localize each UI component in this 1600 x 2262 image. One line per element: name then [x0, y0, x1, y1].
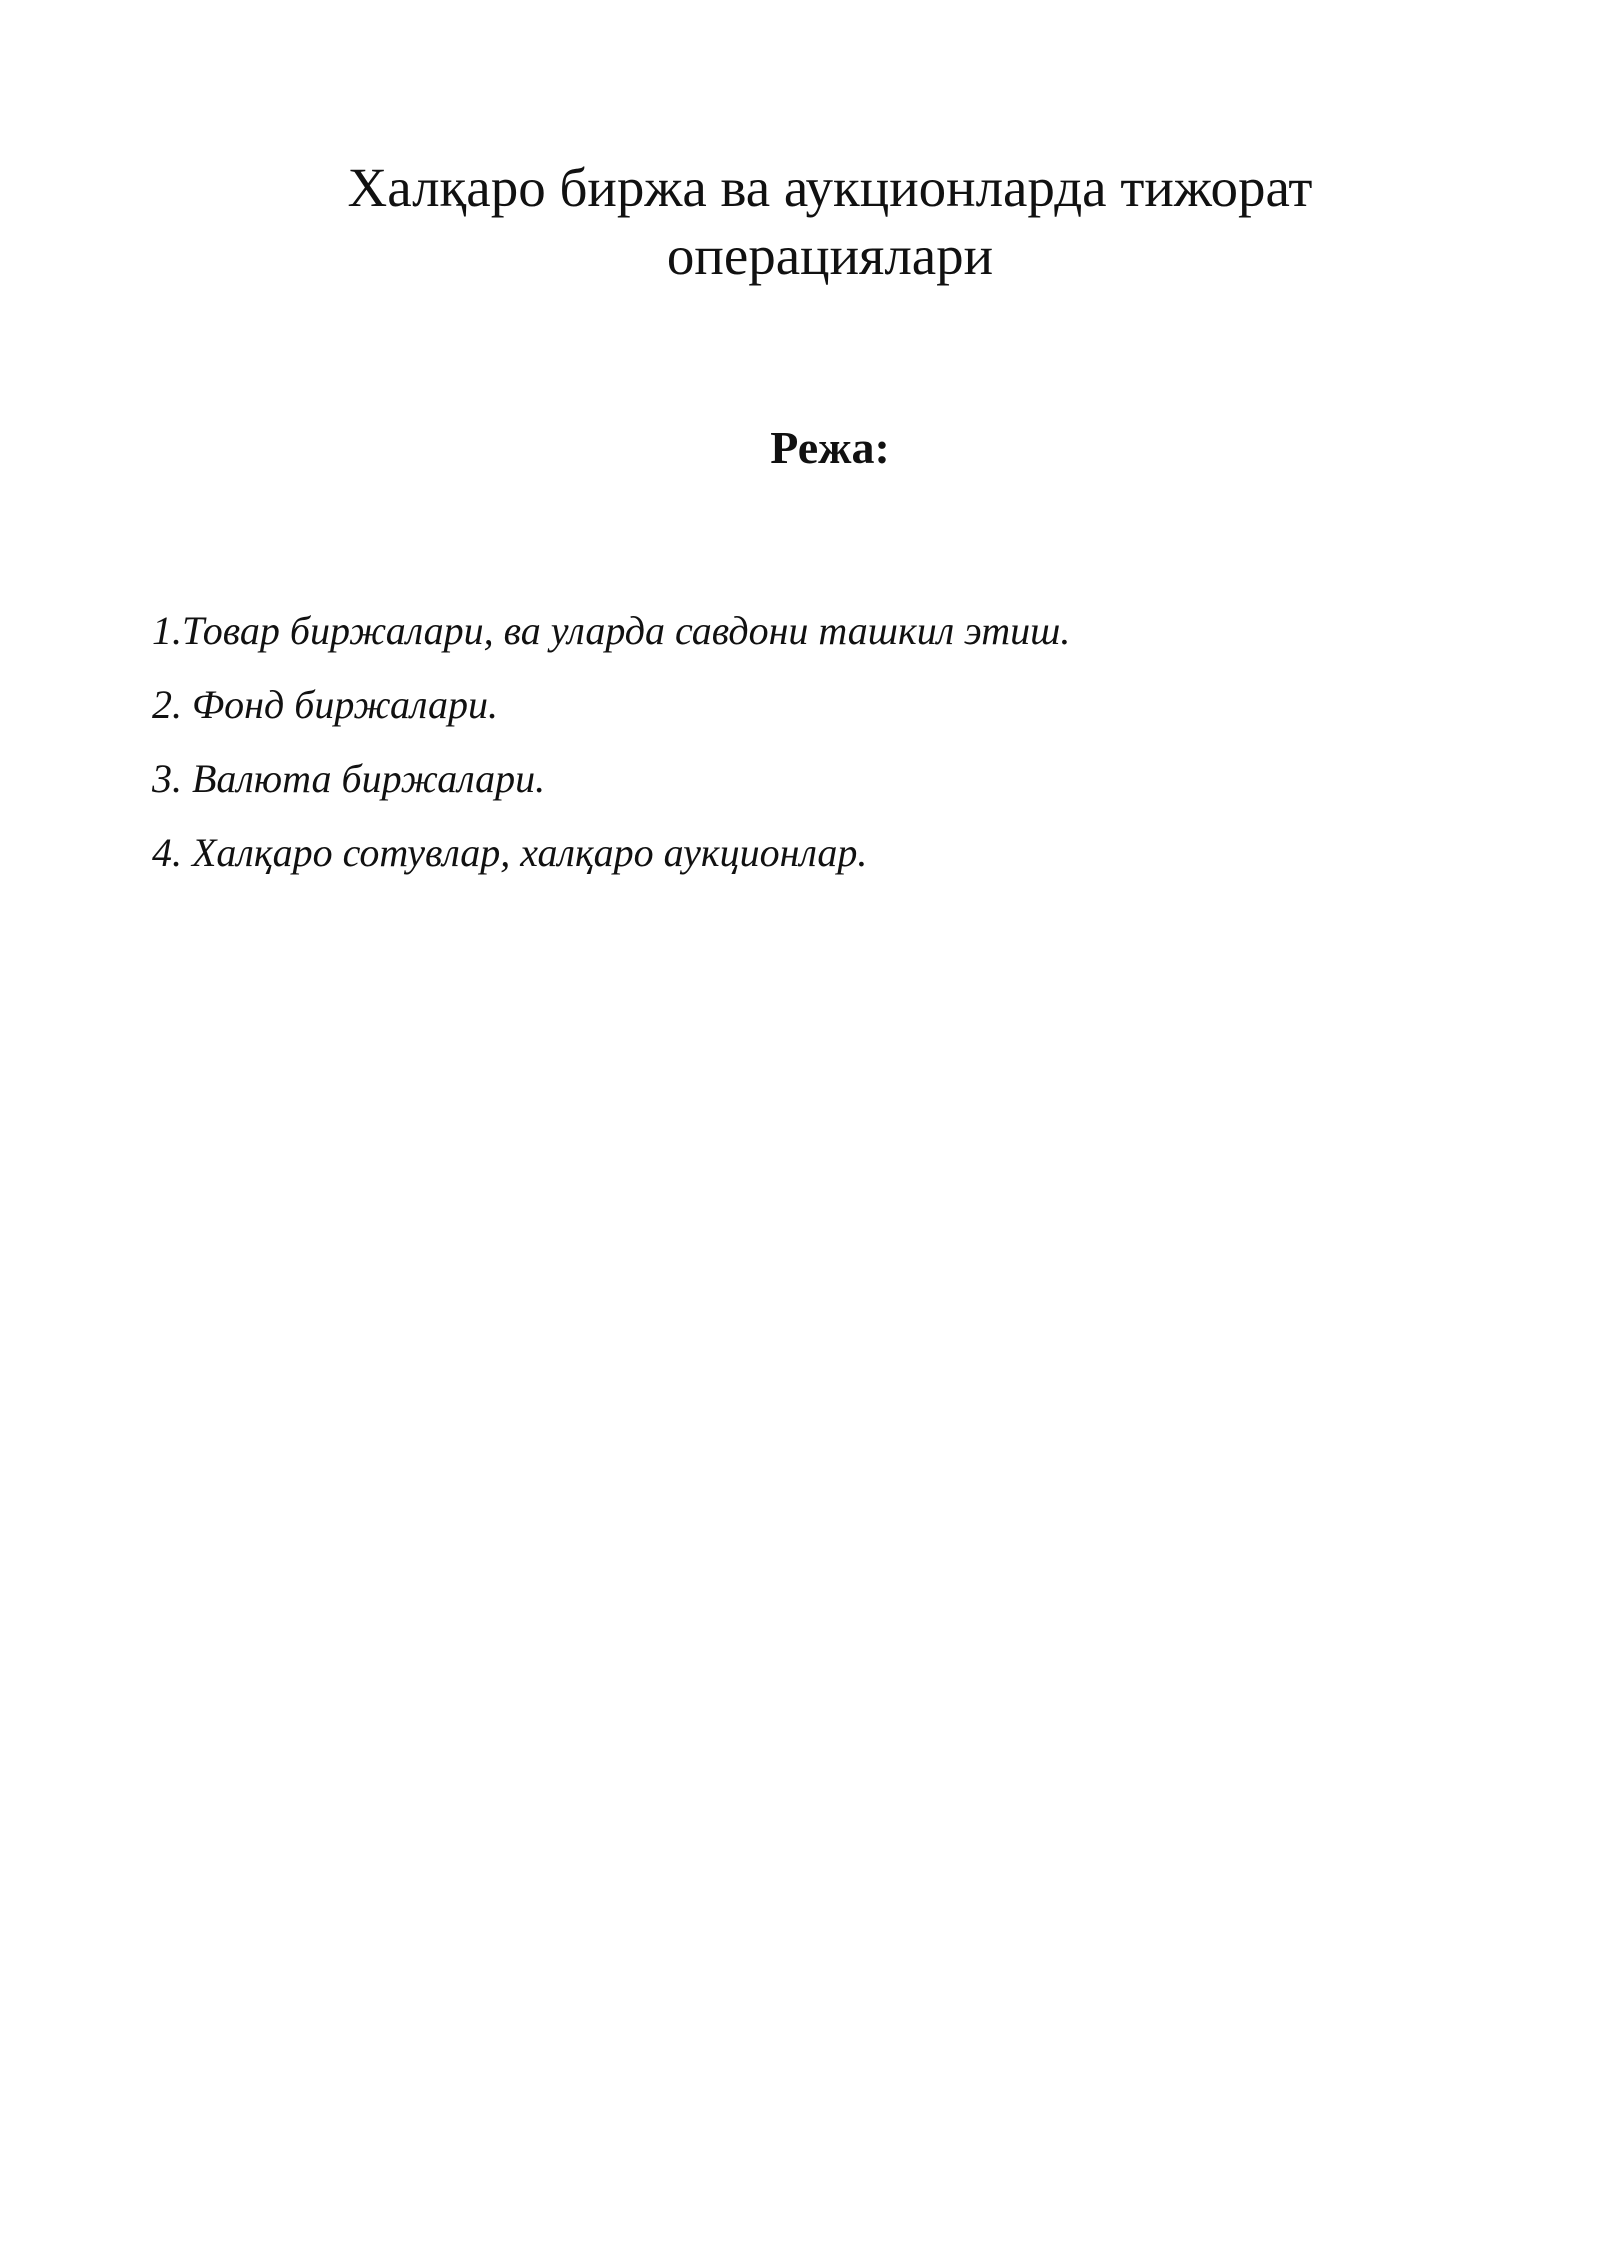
plan-heading: Режа: [770, 422, 890, 473]
plan-item-2: 2. Фонд биржалари. [152, 682, 498, 727]
plan-list [152, 606, 1452, 902]
document-title: Халқаро биржа ва аукционларда тижорат операциялари [347, 157, 1313, 286]
plan-item-1: 1.Товар биржалари, ва уларда савдони ташкил этиш. [152, 608, 1071, 653]
plan-item-4: 4. Халқаро сотувлар, халқаро аукционлар. [152, 830, 868, 875]
plan-item-3: 3. Валюта биржалари. [152, 756, 546, 801]
